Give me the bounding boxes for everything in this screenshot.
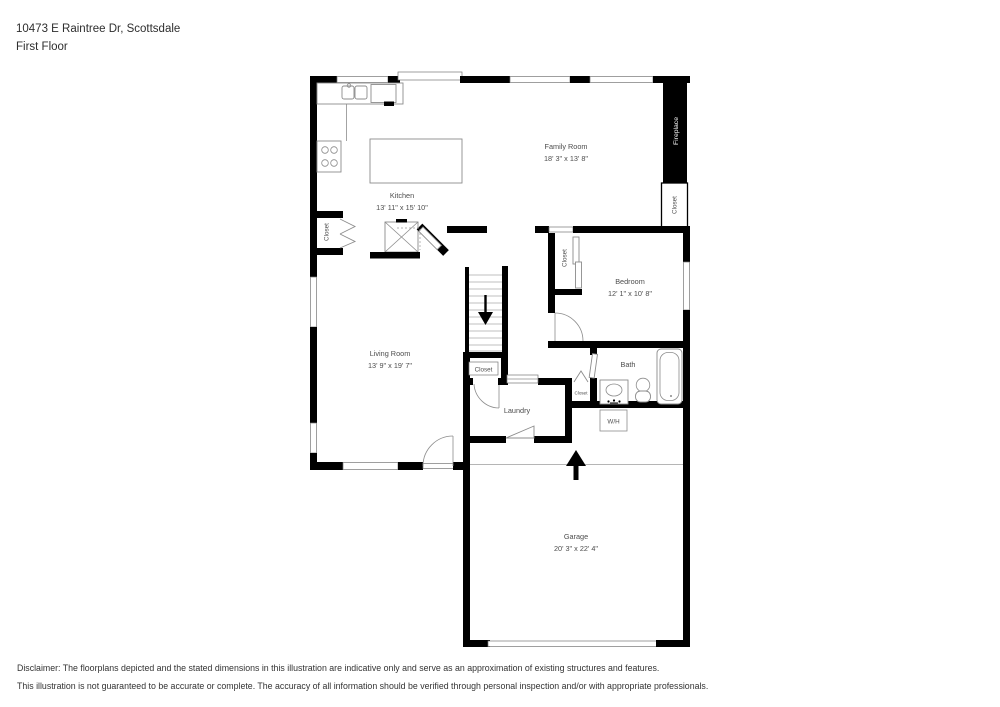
kitchen-door-leaf [419, 227, 442, 250]
bedroom-dims: 12' 1" x 10' 8" [607, 289, 653, 298]
closet-door-arc [474, 384, 499, 408]
front-door-opening [423, 464, 455, 469]
bedroom-closet-label: Closet [561, 249, 569, 267]
staircase [465, 266, 508, 355]
pantry-closet [313, 211, 355, 255]
bifold-door-icon [340, 219, 355, 248]
linen-closet [574, 371, 588, 396]
garage-door [488, 641, 658, 647]
bedroom-area [548, 233, 690, 348]
bedroom-closet-bypass-door [573, 237, 579, 264]
living-room-dims: 13' 9" x 19' 7" [367, 361, 413, 370]
dishwasher [371, 85, 396, 103]
living-room-label: Living Room [369, 349, 411, 358]
entry-arrow-icon [566, 450, 586, 466]
kitchen-label: Kitchen [389, 191, 415, 200]
family-room-dims: 18' 3" x 13' 8" [543, 154, 589, 163]
kitchen-dims: 13' 11" x 15' 10" [376, 203, 428, 212]
bath-label: Bath [620, 360, 636, 369]
understair-closet-label: Closet [474, 366, 493, 374]
pantry-closet-label: Closet [323, 223, 331, 241]
water-heater-label: W/H [607, 418, 620, 426]
fireplace-block [662, 83, 688, 227]
living-room-area [368, 349, 453, 466]
garage-area [470, 450, 683, 553]
interior-walls [447, 226, 690, 233]
garage-door-leaf [506, 426, 534, 438]
garage-dims: 20' 3" x 22' 4" [553, 544, 599, 553]
bedroom-door-arc [555, 313, 583, 341]
disclaimer-line-2: This illustration is not guaranteed to be accurate or complete. The accuracy of all information should be verified through personal inspection and/or with appropriate professionals. [17, 681, 709, 691]
linen-closet-door-icon [574, 371, 588, 382]
kitchen-island [370, 139, 462, 183]
disclaimer-line-1: Disclaimer: The floorplans depicted and the stated dimensions in this illustration are indicative only and serve as an approximation of existing structures and features. [17, 663, 660, 673]
kitchen-fixtures [317, 83, 462, 259]
toilet-icon [636, 378, 650, 392]
laundry-label: Laundry [503, 406, 531, 415]
floor-label: First Floor [16, 41, 68, 53]
family-room-label: Family Room [544, 142, 588, 151]
fireplace-label: Fireplace [673, 117, 680, 145]
bath-door-leaf [589, 354, 597, 378]
bedroom-label: Bedroom [615, 277, 645, 286]
kitchen-sink [342, 86, 354, 99]
address-title: 10473 E Raintree Dr, Scottsdale [16, 23, 181, 35]
garage-label: Garage [563, 532, 589, 541]
front-door-arc [423, 436, 453, 466]
window-kitchen-bay [398, 72, 462, 80]
water-heater [600, 410, 627, 431]
linen-closet-label: Closet [574, 390, 588, 396]
stove [317, 141, 341, 172]
laundry-room [463, 375, 572, 443]
fireplace-closet-label: Closet [671, 196, 679, 214]
